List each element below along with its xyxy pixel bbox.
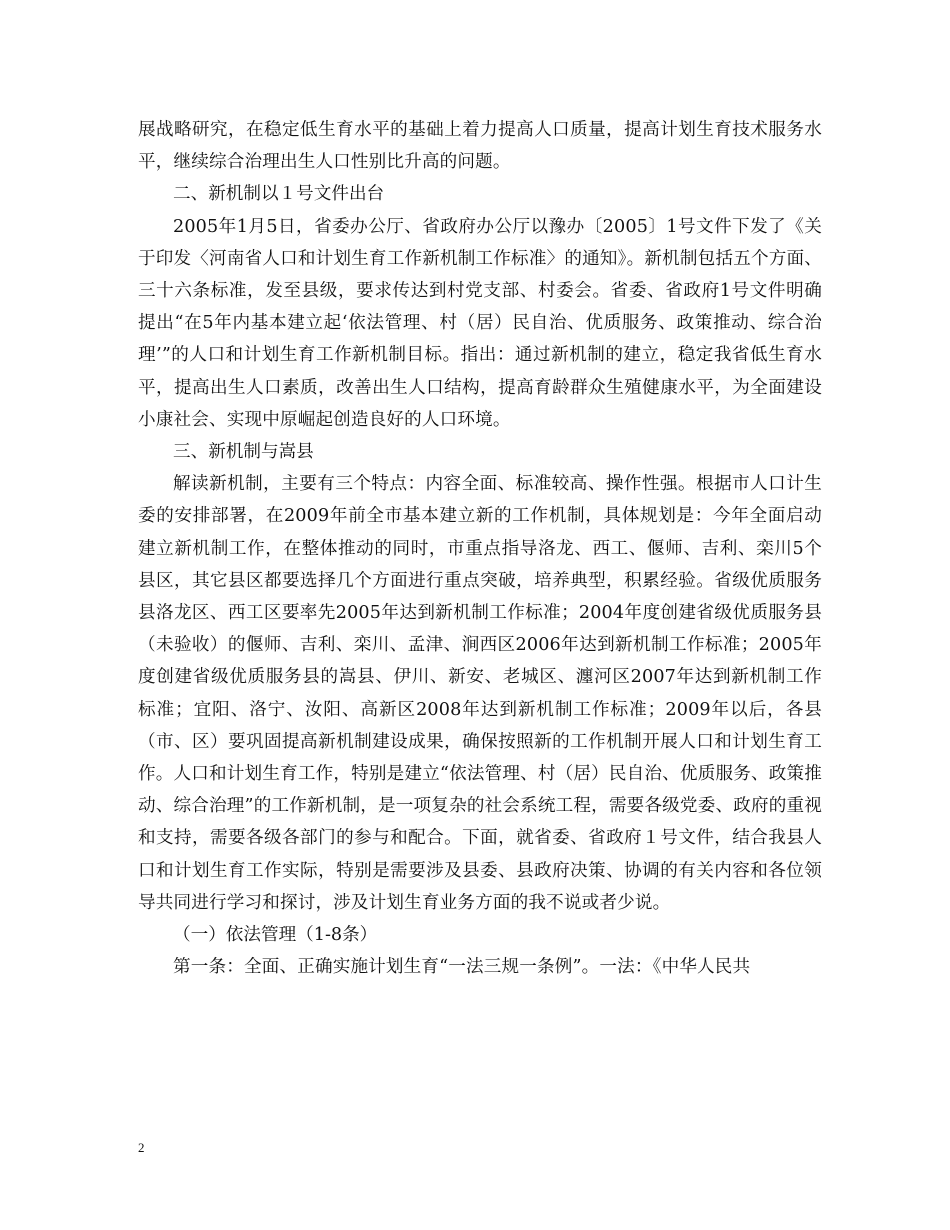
- body-text: [138, 114, 822, 983]
- subsection-heading-lawful-management: （一）依法管理（1-8条）: [173, 925, 378, 946]
- page-number: 2: [138, 1140, 145, 1155]
- section-paragraph-interpretation: 解读新机制，主要有三个特点：内容全面、标准较高、操作性强。根据市人口计生委的安排部署，在2009年前全市基本建立新的工作机制，具体规划是：今年全面启动建立新机制工作，在整体推动的同时，市重点指导洛龙、西工、偃师、吉利、栾川5个县区，其它县区都要选择几个方面进行重点突破，培养典型，积累经验。省级优质服务县洛龙区、西工区要率先2005年达到新机制工作标准；2004年度创建省级优质服务县（未验收）的偃师、吉利、栾川、孟津、涧西区2006年达到新机制工作标准；2005年度创建省级优质服务县的嵩县、伊川、新安、老城区、瀍河区2007年达到新机制工作标准；宜阳、洛宁、汝阳、高新区2008年达到新机制工作标准；2009年以后，各县（市、区）要巩固提高新机制建设成果，确保按照新的工作机制开展人口和计划生育工作。人口和计划生育工作，特别是建立“依法管理、村（居）民自治、优质服务、政策推动、综合治理”的工作新机制，是一项复杂的社会系统工程，需要各级党委、政府的重视和支持，需要各级各部门的参与和配合。下面，就省委、省政府１号文件，结合我县人口和计划生育工作实际，特别是需要涉及县委、县政府决策、协调的有关内容和各位领导共同进行学习和探讨，涉及计划生育业务方面的我不说或者少说。: [138, 474, 822, 913]
- section-heading-new-mechanism-songxian: 三、新机制与嵩县: [173, 442, 314, 463]
- article-paragraph-first: 第一条：全面、正确实施计划生育“一法三规一条例”。一法：《中华人民共: [173, 957, 751, 978]
- section-heading-new-mechanism-document: 二、新机制以１号文件出台: [173, 184, 385, 205]
- continuation-paragraph: 展战略研究，在稳定低生育水平的基础上着力提高人口质量，提高计划生育技术服务水平，继续综合治理出生人口性别比升高的问题。: [138, 120, 822, 173]
- section-paragraph-document-issued: 2005年1月5日，省委办公厅、省政府办公厅以豫办〔2005〕1号文件下发了《关于印发〈河南省人口和计划生育工作新机制工作标准〉的通知》。新机制包括五个方面、三十六条标准，发至县级，要求传达到村党支部、村委会。省委、省政府1号文件明确提出“在5年内基本建立起‘依法管理、村（居）民自治、优质服务、政策推动、综合治理’”的人口和计划生育工作新机制目标。指出：通过新机制的建立，稳定我省低生育水平，提高出生人口素质，改善出生人口结构，提高育龄群众生殖健康水平，为全面建设小康社会、实现中原崛起创造良好的人口环境。: [138, 216, 822, 430]
